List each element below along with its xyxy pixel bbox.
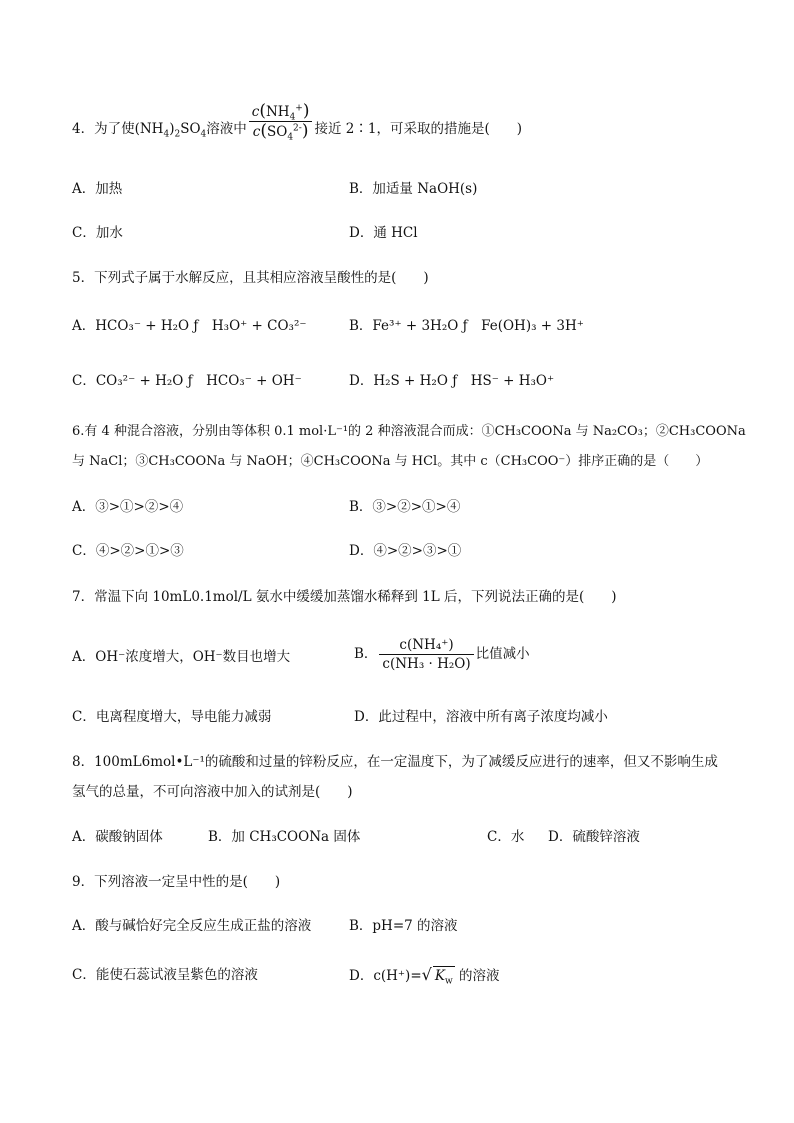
q5-a-label: A． [72,318,96,334]
q8-option-b: B．加 CH₃COONa 固体 [208,829,361,845]
q4-option-a: A．加热 [72,181,123,197]
q7-option-c: C．电离程度增大，导电能力减弱 [72,709,272,725]
q8-option-c: C．水 [487,829,525,845]
q9-d-radicand [433,966,455,985]
q4-sub-2: 2 [174,129,181,140]
q4-num-sub: 4 [289,112,296,123]
q4-ratio-fraction [249,102,313,141]
q9-d-prefix: D．c(H⁺)= [349,968,422,984]
q7-stem: 7．常温下向 10mL0.1mol/L 氨水中缓缓加蒸馏水稀释到 1L 后，下列说法正确的是( ) [72,589,617,605]
q9-d-suffix: 的溶液 [458,968,500,984]
q5-option-c [72,372,302,390]
q8-option-d: D．硫酸锌溶液 [548,829,640,845]
q5-stem: 5．下列式子属于水解反应，且其相应溶液呈酸性的是( ) [72,270,429,286]
q4-text-3: SO [180,121,201,137]
q8-stem-line-1: 8．100mL6mol•L⁻¹的硫酸和过量的锌粉反应，在一定温度下，为了减缓反应进行的速率，但又不影响生成 [72,754,718,770]
q4-num-ion: NH [265,104,290,120]
q5-option-a [72,317,307,335]
q4-option-b: B．加适量 NaOH(s) [349,181,478,197]
q9-option-a: A．酸与碱恰好完全反应生成正盐的溶液 [72,918,312,934]
q4-text-2: ) [169,121,175,137]
q6-option-c: C．④>②>①>③ [72,543,184,559]
q4-sub-1: 4 [163,129,170,140]
q5-c-equation: CO₃²⁻ + H₂O ƒ HCO₃⁻ + OH⁻ [95,373,302,389]
q7-b-numerator: c(NH₄⁺) [379,636,473,655]
q4-fraction-denominator: $c(SO_4^{2-})$ [252,121,309,143]
q6-option-a: A．③>①>②>④ [72,499,184,515]
q4-option-c: C．加水 [72,225,123,241]
q8-stem-line-2: 氢气的总量，不可向溶液中加入的试剂是( ) [72,784,353,800]
q4-den-sup: 2- [293,123,302,134]
q4-text-4: 溶液中 [206,121,247,137]
q9-option-d [349,966,499,985]
q6-option-b: B．③>②>①>④ [349,499,461,515]
q5-a-equation: HCO₃⁻ + H₂O ƒ H₃O⁺ + CO₃²⁻ [95,318,307,334]
q9-d-k: K [434,968,445,984]
q9-d-w: w [444,976,453,987]
q5-option-b [349,317,584,335]
q6-option-d: D．④>②>③>① [349,543,462,559]
q4-den-c: c [252,124,261,140]
q7-option-b [354,636,530,673]
sqrt-icon: √ [421,965,432,984]
q4-text-5: 接近 2∶1，可采取的措施是( ) [314,121,522,137]
q4-num-c: c [251,104,260,120]
q6-stem-line-1: 6.有 4 种混合溶液，分别由等体积 0.1 mol·L⁻¹的 2 种溶液混合而成：①CH₃COONa 与 Na₂CO₃；②CH₃COONa [72,424,746,439]
q8-option-a: A．碳酸钠固体 [72,829,163,845]
q4-fraction-numerator: $c(NH_4^+)$ [249,102,313,122]
q9-option-b: B．pH=7 的溶液 [349,918,458,934]
q5-d-label: D． [349,373,374,389]
q4-den-sub: 4 [287,132,294,143]
q7-b-fraction [379,636,473,673]
q5-b-equation: Fe³⁺ + 3H₂O ƒ Fe(OH)₃ + 3H⁺ [372,318,584,334]
q5-d-equation: H₂S + H₂O ƒ HS⁻ + H₃O⁺ [373,373,555,389]
q7-option-d: D．此过程中，溶液中所有离子浓度均减小 [354,709,608,725]
q4-den-ion: SO [266,124,288,140]
q7-option-a: A．OH⁻浓度增大，OH⁻数目也增大 [72,649,291,665]
q4-option-d: D．通 HCl [349,225,418,241]
q4-stem [72,101,522,143]
q7-b-suffix: 比值减小 [475,646,530,662]
q7-b-denominator: c(NH₃ · H₂O) [382,656,471,672]
q4-text-1: 4．为了使(NH [72,121,164,137]
q5-c-label: C． [72,373,96,389]
q5-option-d [349,372,554,390]
q9-stem: 9．下列溶液一定呈中性的是( ) [72,874,281,890]
q5-b-label: B． [349,318,373,334]
q4-sub-3: 4 [200,129,207,140]
q7-b-label: B． [354,646,378,662]
q6-stem-line-2: 与 NaCl；③CH₃COONa 与 NaOH；④CH₃COONa 与 HCl。其中 c（CH₃COO⁻）排序正确的是（ ） [72,454,709,469]
q9-option-c: C．能使石蕊试液呈紫色的溶液 [72,967,258,983]
q4-num-sup: + [295,103,303,114]
